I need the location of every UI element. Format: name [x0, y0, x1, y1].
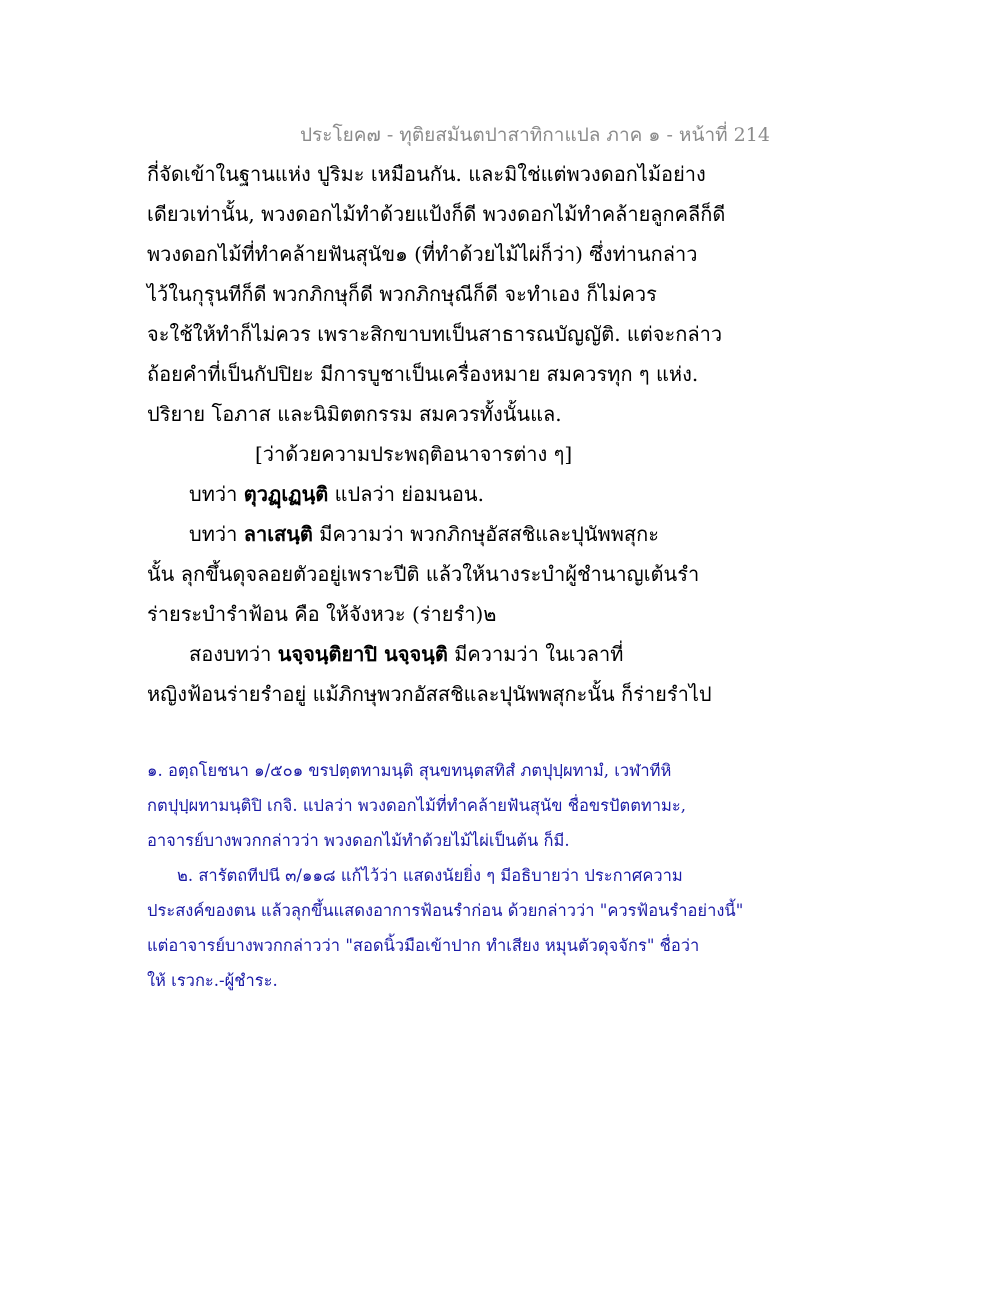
body-line: เดียวเท่านั้น, พวงดอกไม้ทำด้วยแป้งก็ดี พวงดอกไม้ทำคล้ายลูกคลีก็ดี	[147, 202, 726, 226]
body-line: จะใช้ให้ทำก็ไม่ควร เพราะสิกขาบทเป็นสาธารณบัญญัติ. แต่จะกล่าว	[147, 322, 723, 346]
pali-term: ตุวฏฺเฏนฺติ	[243, 482, 329, 506]
pali-term: ลาเสนฺติ	[243, 522, 313, 546]
footnote-2-line: ประสงค์ของตน แล้วลุกขึ้นแสดงอาการฟ้อนรำก่อน ด้วยกล่าวว่า "ควรฟ้อนรำอย่างนี้"	[147, 901, 744, 920]
paragraph-tuvattenti	[147, 474, 747, 514]
body-line: พวงดอกไม้ที่ทำคล้ายฟันสุนัข๑ (ที่ทำด้วยไม้ไผ่ก็ว่า) ซึ่งท่านกล่าว	[147, 242, 698, 266]
main-text	[147, 154, 747, 714]
body-line: ไว้ในกุรุนทีก็ดี พวกภิกษุก็ดี พวกภิกษุณีก็ดี จะทำเอง ก็ไม่ควร	[147, 282, 657, 306]
body-line: หญิงฟ้อนร่ายรำอยู่ แม้ภิกษุพวกอัสสชิและปุนัพพสุกะนั้น ก็ร่ายรำไป	[147, 682, 712, 706]
text-suffix: แปลว่า ย่อมนอน.	[328, 482, 484, 506]
paragraph-lasenti	[147, 514, 747, 554]
body-line: นั้น ลุกขึ้นดุจลอยตัวอยู่เพราะปีติ แล้วให้นางระบำผู้ชำนาญเต้นรำ	[147, 562, 700, 586]
section-heading: [ว่าด้วยความประพฤติอนาจารต่าง ๆ]	[255, 442, 573, 466]
body-line: ปริยาย โอภาส และนิมิตตกรรม สมควรทั้งนั้นแล.	[147, 402, 562, 426]
paragraph-naccantiyapi	[147, 634, 747, 674]
footnote-1-line: ๑. อตฺถโยชนา ๑/๕๐๑ ขรปตฺตทามนฺติ สุนขทนฺตสทิสํ ภตปุปฺผทามํ, เวฬาทีหิ	[147, 761, 672, 780]
text-prefix: บทว่า	[189, 482, 244, 506]
text-suffix: มีความว่า พวกภิกษุอัสสชิและปุนัพพสุกะ	[312, 522, 659, 546]
footnote-1-line: อาจารย์บางพวกกล่าวว่า พวงดอกไม้ทำด้วยไม้ไผ่เป็นต้น ก็มี.	[147, 831, 570, 850]
body-line: ร่ายระบำรำฟ้อน คือ ให้จังหวะ (ร่ายรำ)๒	[147, 602, 497, 626]
text-prefix: บทว่า	[189, 522, 244, 546]
pali-term: นจฺจนฺติยาปิ นจฺจนฺติ	[277, 642, 448, 666]
footnote-2-line: แต่อาจารย์บางพวกกล่าวว่า "สอดนิ้วมือเข้าปาก ทำเสียง หมุนตัวดุจจักร" ชื่อว่า	[147, 936, 700, 955]
text-prefix: สองบทว่า	[189, 642, 278, 666]
body-line: กี่จัดเข้าในฐานแห่ง ปูริมะ เหมือนกัน. และมิใช่แต่พวงดอกไม้อย่าง	[147, 162, 706, 186]
running-header: ประโยค๗ - ทุติยสมันตปาสาทิกาแปล ภาค ๑ - หน้าที่ 214	[300, 124, 770, 146]
text-suffix: มีความว่า ในเวลาที่	[447, 642, 624, 666]
footnotes	[147, 753, 767, 998]
footnote-2-line: ให้ เรวกะ.-ผู้ชำระ.	[147, 971, 278, 990]
footnote-1-line: กตปุปฺผทามนฺติปิ เกจิ. แปลว่า พวงดอกไม้ที่ทำคล้ายฟันสุนัข ชื่อขรปัตตทามะ,	[147, 796, 687, 815]
body-line: ถ้อยคำที่เป็นกัปปิยะ มีการบูชาเป็นเครื่องหมาย สมควรทุก ๆ แห่ง.	[147, 362, 699, 386]
footnote-2-line: ๒. สารัตถทีปนี ๓/๑๑๘ แก้ไว้ว่า แสดงนัยยิ่ง ๆ มีอธิบายว่า ประกาศความ	[177, 866, 683, 885]
